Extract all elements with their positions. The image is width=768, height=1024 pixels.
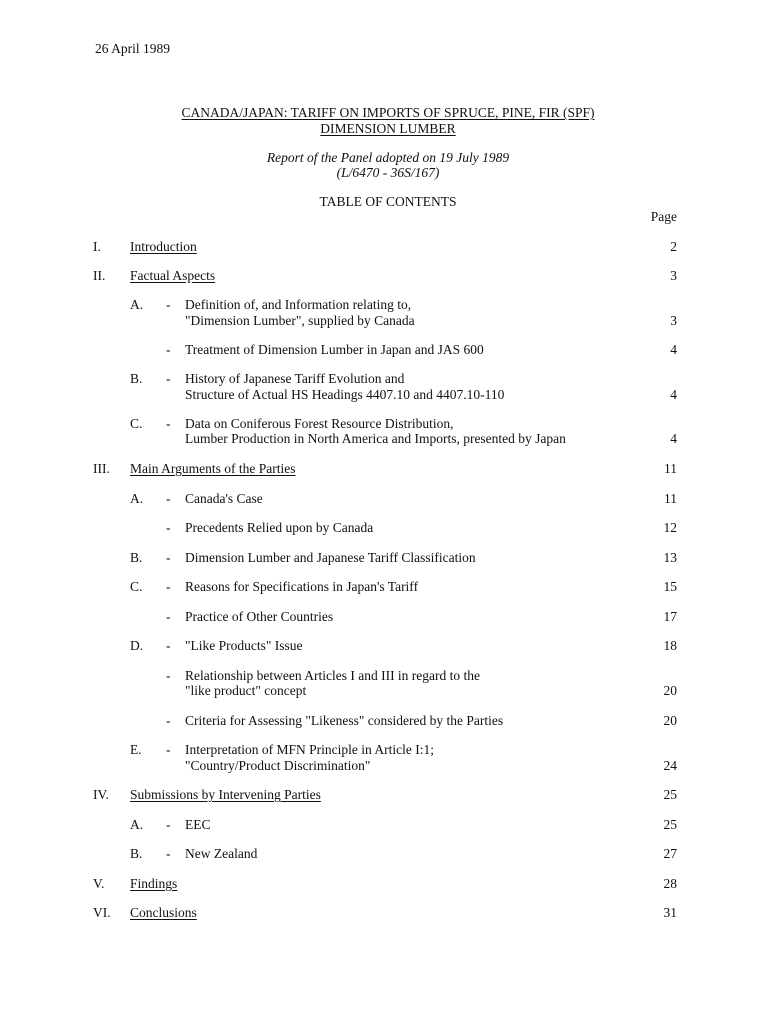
toc-entry-line: New Zealand	[185, 846, 258, 861]
toc-section-number: II.	[93, 268, 106, 283]
toc-dash: -	[166, 520, 171, 535]
report-adoption-line: Report of the Panel adopted on 19 July 1989	[266, 150, 510, 165]
toc-section-title[interactable]: Submissions by Intervening Parties	[130, 787, 321, 802]
toc-entry-line: Definition of, and Information relating to,	[185, 297, 412, 312]
toc-page-number: 31	[663, 905, 677, 920]
toc-entry-line: Practice of Other Countries	[185, 609, 334, 624]
page-column-heading: Page	[650, 209, 677, 224]
toc-page-number: 4	[670, 342, 677, 357]
toc-heading: TABLE OF CONTENTS	[319, 194, 457, 209]
toc-entry-line: "Dimension Lumber", supplied by Canada	[185, 313, 415, 328]
toc-entry-line: Canada's Case	[185, 491, 263, 506]
toc-page-number: 18	[663, 638, 677, 653]
toc-page-number: 17	[663, 609, 677, 624]
document-title-line-2: DIMENSION LUMBER	[320, 121, 456, 136]
report-symbol-line: (L/6470 - 36S/167)	[336, 165, 440, 180]
toc-page-number: 11	[664, 461, 677, 476]
toc-page-number: 25	[663, 817, 677, 832]
toc-page-number: 3	[670, 268, 677, 283]
toc-dash: -	[166, 668, 171, 683]
toc-subsection-letter: B.	[130, 371, 143, 386]
toc-entry-line: History of Japanese Tariff Evolution and	[185, 371, 405, 386]
toc-dash: -	[166, 342, 171, 357]
toc-page-number: 13	[663, 550, 677, 565]
toc-entry-line: "Country/Product Discrimination"	[185, 758, 371, 773]
toc-page-number: 27	[663, 846, 677, 861]
toc-page-number: 28	[663, 876, 677, 891]
toc-entry-line: Lumber Production in North America and Imports, presented by Japan	[185, 431, 566, 446]
toc-dash: -	[166, 297, 171, 312]
toc-subsection-letter: D.	[130, 638, 144, 653]
toc-section-number: VI.	[93, 905, 111, 920]
toc-section-title[interactable]: Main Arguments of the Parties	[130, 461, 296, 476]
toc-page-number: 3	[670, 313, 677, 328]
toc-section-title[interactable]: Introduction	[130, 239, 197, 254]
toc-page-number: 2	[670, 239, 677, 254]
toc-page-number: 24	[663, 758, 677, 773]
toc-page-number: 20	[663, 683, 677, 698]
toc-dash: -	[166, 846, 171, 861]
toc-page-number: 25	[663, 787, 677, 802]
toc-entry-line: Treatment of Dimension Lumber in Japan and JAS 600	[185, 342, 484, 357]
toc-dash: -	[166, 491, 171, 506]
toc-subsection-letter: A.	[130, 491, 144, 506]
toc-dash: -	[166, 817, 171, 832]
toc-section-number: III.	[93, 461, 110, 476]
document-date: 26 April 1989	[95, 41, 171, 56]
toc-entry-line: "like product" concept	[185, 683, 307, 698]
toc-subsection-letter: C.	[130, 579, 143, 594]
toc-entry-line: Relationship between Articles I and III in regard to the	[185, 668, 481, 683]
toc-section-title[interactable]: Findings	[130, 876, 178, 891]
toc-entry-line: Dimension Lumber and Japanese Tariff Classification	[185, 550, 476, 565]
toc-page-number: 11	[664, 491, 677, 506]
toc-dash: -	[166, 713, 171, 728]
toc-subsection-letter: C.	[130, 416, 143, 431]
toc-subsection-letter: B.	[130, 846, 143, 861]
toc-section-number: IV.	[93, 787, 109, 802]
toc-dash: -	[166, 371, 171, 386]
toc-subsection-letter: A.	[130, 297, 144, 312]
toc-section-number: I.	[93, 239, 101, 254]
toc-dash: -	[166, 579, 171, 594]
toc-entry-line: Precedents Relied upon by Canada	[185, 520, 374, 535]
toc-entry-line: Structure of Actual HS Headings 4407.10 and 4407.10-110	[185, 387, 505, 402]
toc-entry-line: Reasons for Specifications in Japan's Tariff	[185, 579, 419, 594]
document-title-line-1: CANADA/JAPAN: TARIFF ON IMPORTS OF SPRUCE, PINE, FIR (SPF)	[181, 105, 595, 120]
toc-dash: -	[166, 416, 171, 431]
toc-entry-line: Interpretation of MFN Principle in Article I:1;	[185, 742, 434, 757]
toc-subsection-letter: E.	[130, 742, 142, 757]
toc-entry-line: Criteria for Assessing "Likeness" considered by the Parties	[185, 713, 504, 728]
toc-entry-line: "Like Products" Issue	[185, 638, 303, 653]
toc-dash: -	[166, 742, 171, 757]
toc-entry-line: EEC	[185, 817, 211, 832]
toc-page-number: 4	[670, 387, 677, 402]
toc-page-number: 20	[663, 713, 677, 728]
toc-section-title[interactable]: Conclusions	[130, 905, 197, 920]
toc-page-number: 12	[663, 520, 677, 535]
toc-dash: -	[166, 550, 171, 565]
toc-dash: -	[166, 609, 171, 624]
toc-section-number: V.	[93, 876, 105, 891]
toc-page-number: 4	[670, 431, 677, 446]
toc-section-title[interactable]: Factual Aspects	[130, 268, 216, 283]
toc-subsection-letter: A.	[130, 817, 144, 832]
toc-page-number: 15	[663, 579, 677, 594]
toc-entry-line: Data on Coniferous Forest Resource Distribution,	[185, 416, 454, 431]
toc-subsection-letter: B.	[130, 550, 143, 565]
toc-dash: -	[166, 638, 171, 653]
